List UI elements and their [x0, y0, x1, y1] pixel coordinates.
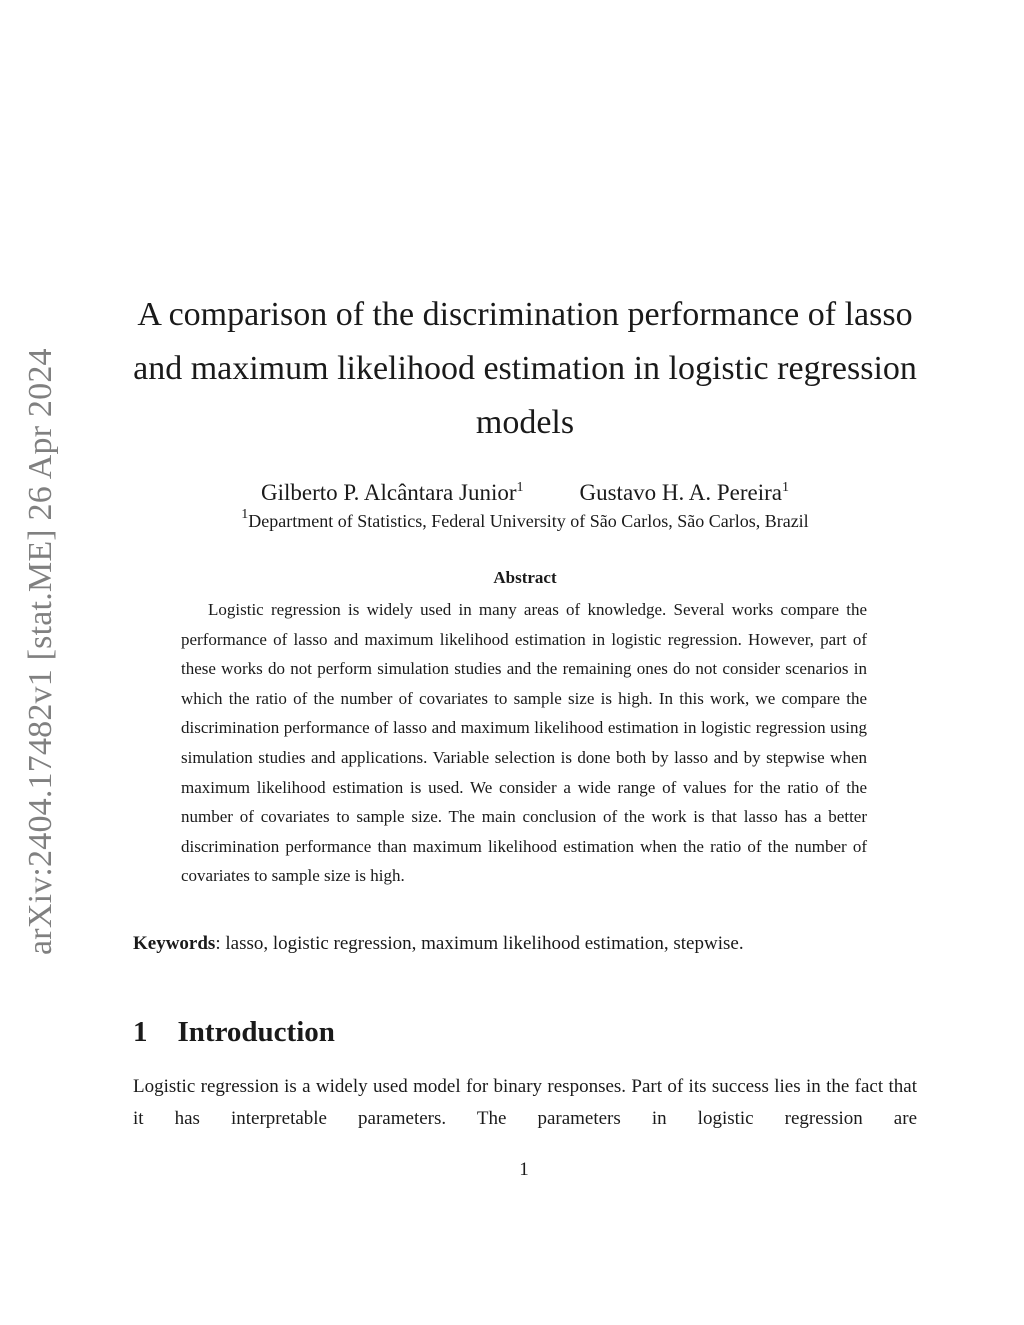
- author-2: [580, 480, 790, 505]
- section-heading-introduction: [133, 1012, 335, 1052]
- arxiv-identifier-stamp: arXiv:2404.17482v1 [stat.ME] 26 Apr 2024: [22, 348, 59, 955]
- introduction-paragraph: Logistic regression is a widely used model for binary responses. Part of its success lies in the fact that it has interpretable parameters. The parameters in logistic regression are: [133, 1076, 917, 1129]
- abstract-heading: Abstract: [493, 568, 557, 587]
- page-number: 1: [519, 1159, 529, 1180]
- author-1-name: Gilberto P. Alcântara Junior: [260, 480, 517, 505]
- paper-title: A comparison of the discrimination performance of lasso and maximum likelihood estimation in logistic regression models: [133, 296, 917, 441]
- section-number: 1: [133, 1016, 148, 1048]
- keywords-label: Keywords: [133, 933, 216, 954]
- affiliation: [130, 508, 920, 534]
- author-2-name: Gustavo H. A. Pereira: [579, 480, 782, 505]
- author-1-affiliation-mark: 1: [516, 480, 524, 495]
- author-2-affiliation-mark: 1: [782, 480, 789, 495]
- author-list: [130, 478, 920, 508]
- affiliation-mark: 1: [241, 507, 249, 522]
- author-1: [261, 480, 524, 505]
- abstract-text: Logistic regression is widely used in many areas of knowledge. Several works compare the performance of lasso and maximum likelihood estimation in logistic regression. However, part of these works do not perform simulation studies and the remaining ones do not consider scenarios in which the ratio of the number of covariates to sample size is high. In this work, we compare the discrimination performance of lasso and maximum likelihood estimation in logistic regression using simulation studies and applications. Variable selection is done both by lasso and by stepwise when maximum likelihood estimation is used. We consider a wide range of values for the ratio of the number of covariates to sample size. The main conclusion of the work is that lasso has a better discrimination performance than maximum likelihood estimation when the ratio of the number of covariates to sample size is high.: [181, 600, 867, 886]
- keywords-line: [133, 930, 918, 958]
- keywords-text: : lasso, logistic regression, maximum likelihood estimation, stepwise.: [215, 933, 744, 954]
- section-title: Introduction: [177, 1016, 335, 1048]
- affiliation-text: Department of Statistics, Federal University of São Carlos, São Carlos, Brazil: [248, 511, 809, 531]
